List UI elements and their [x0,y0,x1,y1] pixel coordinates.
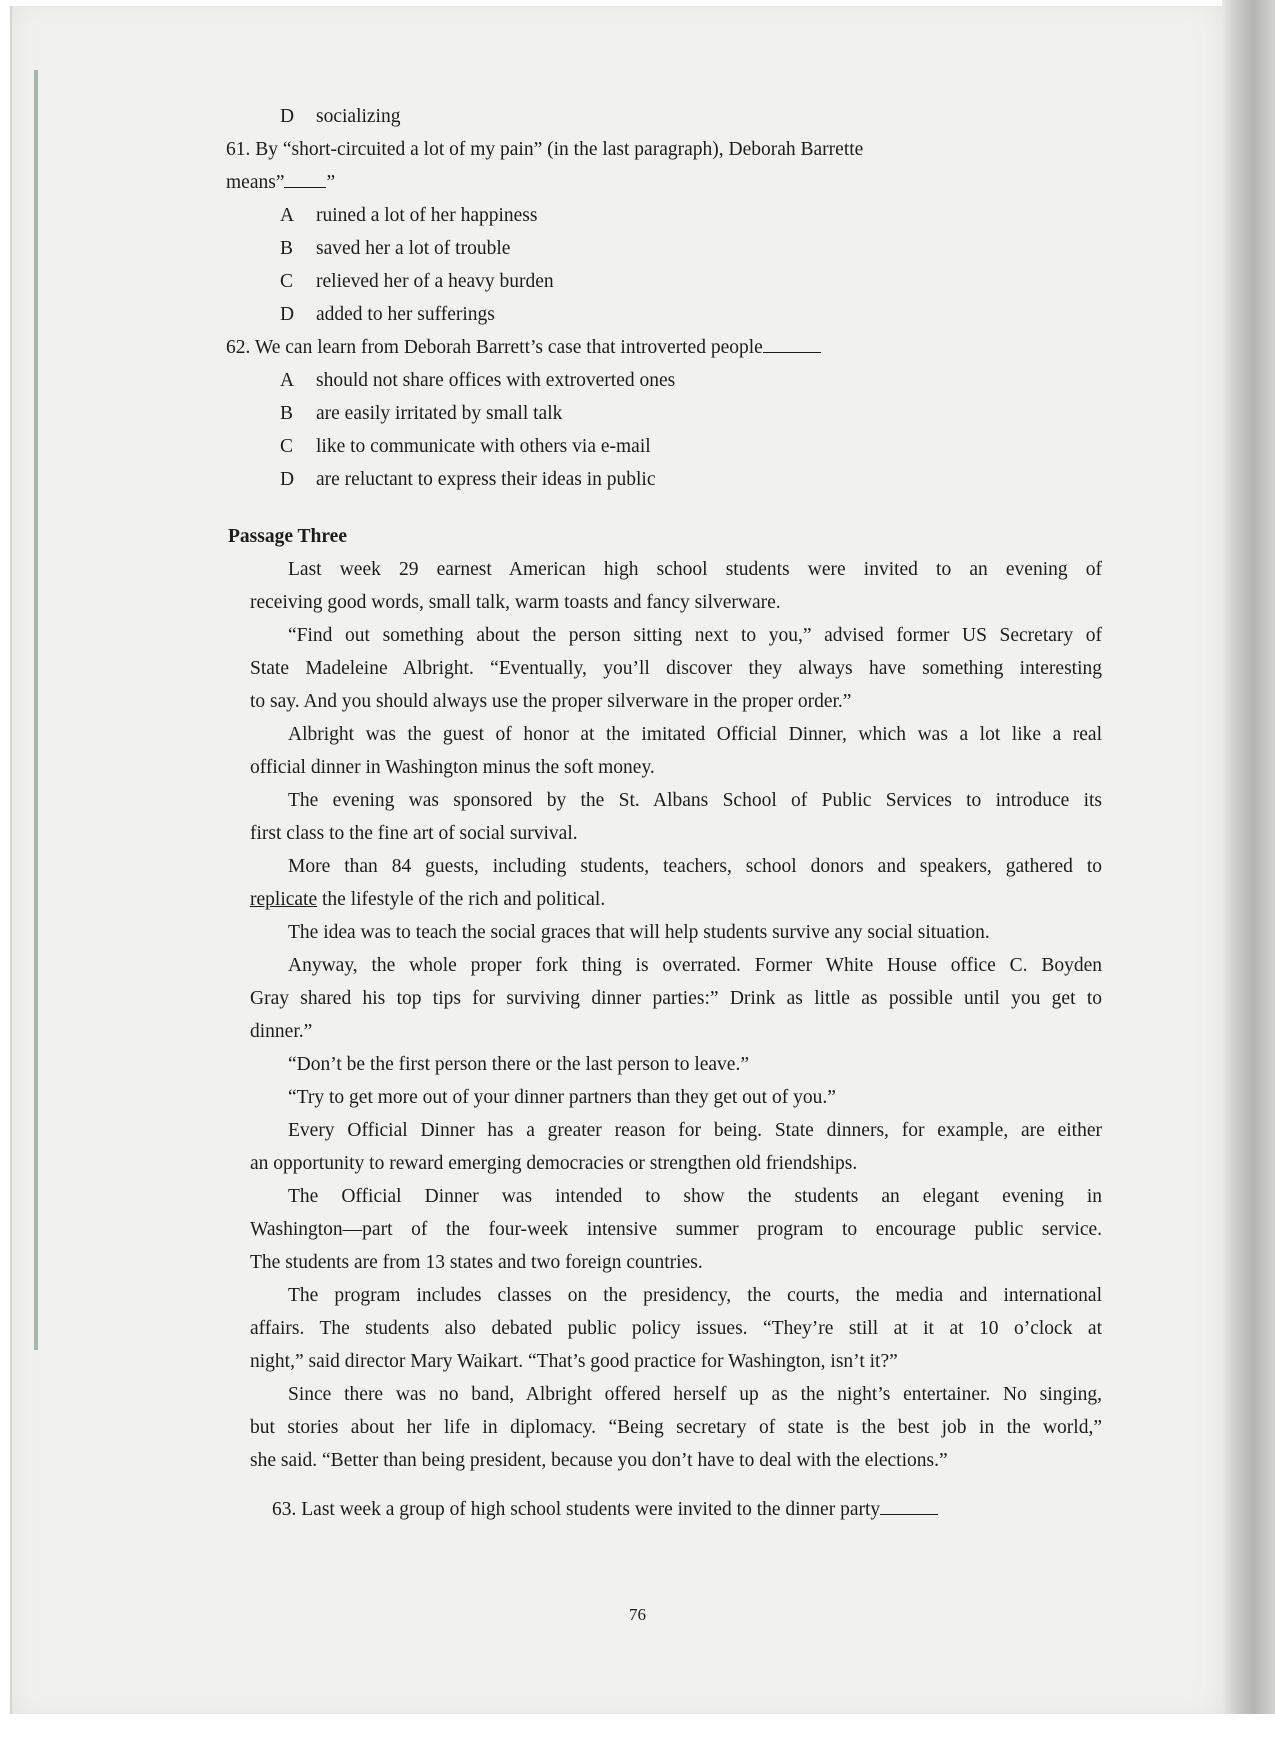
q61-option: C relieved her of a heavy burden [280,271,554,292]
paragraph-line: The idea was to teach the social graces that will help students survive any social situation. [288,922,990,943]
page-number: 76 [629,1605,646,1624]
paragraph-line: “Don’t be the first person there or the last person to leave.” [288,1054,749,1075]
paragraph-line: first class to the fine art of social survival. [250,823,578,844]
paragraph-line: dinner.” [250,1021,313,1042]
page-content [226,100,1102,1526]
q63-stem: 63. Last week a group of high school students were invited to the dinner party [250,1493,1102,1526]
q62-stem: 62. We can learn from Deborah Barrett’s case that introverted people [226,331,1102,364]
paragraph-line: Washington—part of the four-week intensive summer program to encourage public service. [250,1219,1102,1240]
answer-blank [880,1496,938,1515]
paragraph-line: an opportunity to reward emerging democracies or strengthen old friendships. [250,1153,858,1174]
q61-option: A ruined a lot of her happiness [280,205,538,226]
paragraph-line: Every Official Dinner has a greater reason for being. State dinners, for example, are either [288,1120,1102,1141]
paragraph-line: she said. “Better than being president, because you don’t have to deal with the elections.” [250,1450,948,1471]
paragraph-line: State Madeleine Albright. “Eventually, you’ll discover they always have something interesting [250,658,1102,679]
q61-stem: 61. By “short-circuited a lot of my pain” (in the last paragraph), Deborah Barrette [226,139,864,160]
paragraph-line: Anyway, the whole proper fork thing is overrated. Former White House office C. Boyden [288,955,1102,976]
passage-heading: Passage Three [228,526,347,547]
underlined-word: replicate [250,889,318,910]
answer-blank [763,334,821,353]
paragraph-line: The students are from 13 states and two foreign countries. [250,1252,703,1273]
q62-option: D are reluctant to express their ideas in public [280,469,656,490]
q62-option: A should not share offices with extroverted ones [280,370,676,391]
q61-option: D added to her sufferings [280,304,495,325]
paragraph-line: receiving good words, small talk, warm toasts and fancy silverware. [250,592,781,613]
q62-option: C like to communicate with others via e-mail [280,436,651,457]
paragraph-line: Albright was the guest of honor at the imitated Official Dinner, which was a lot like a real [288,724,1102,745]
paragraph-line: Last week 29 earnest American high school students were invited to an evening of [288,559,1102,580]
q61-stem-cont: means” ” [226,166,1102,199]
paragraph-line: The Official Dinner was intended to show the students an elegant evening in [288,1186,1102,1207]
paragraph-line: replicate the lifestyle of the rich and political. [250,889,606,910]
paragraph-line: night,” said director Mary Waikart. “That’s good practice for Washington, isn’t it?” [250,1351,898,1372]
paragraph-line: affairs. The students also debated public policy issues. “They’re still at it at 10 o’clock at [250,1318,1102,1339]
paragraph-line: The evening was sponsored by the St. Albans School of Public Services to introduce its [288,790,1102,811]
binding-line [34,70,38,1350]
page-fold-shadow [1222,0,1275,1750]
paragraph-line: Since there was no band, Albright offered herself up as the night’s entertainer. No singing, [288,1384,1102,1405]
paragraph-line: but stories about her life in diplomacy. “Being secretary of state is the best job in the world,” [250,1417,1102,1438]
paragraph-line: Gray shared his top tips for surviving dinner parties:” Drink as little as possible until you get to [250,988,1102,1009]
paragraph-line: The program includes classes on the presidency, the courts, the media and international [288,1285,1102,1306]
paragraph-line: official dinner in Washington minus the soft money. [250,757,655,778]
paragraph-line: “Try to get more out of your dinner partners than they get out of you.” [288,1087,836,1108]
q62-option: B are easily irritated by small talk [280,403,563,424]
answer-blank [284,169,326,188]
paragraph-line: to say. And you should always use the proper silverware in the proper order.” [250,691,852,712]
q60-option-d: D socializing [280,106,401,127]
paragraph-line: More than 84 guests, including students, teachers, school donors and speakers, gathered to [288,856,1102,877]
paragraph-line: “Find out something about the person sitting next to you,” advised former US Secretary of [288,625,1102,646]
q61-option: B saved her a lot of trouble [280,238,511,259]
scan-margin [0,1714,1275,1750]
